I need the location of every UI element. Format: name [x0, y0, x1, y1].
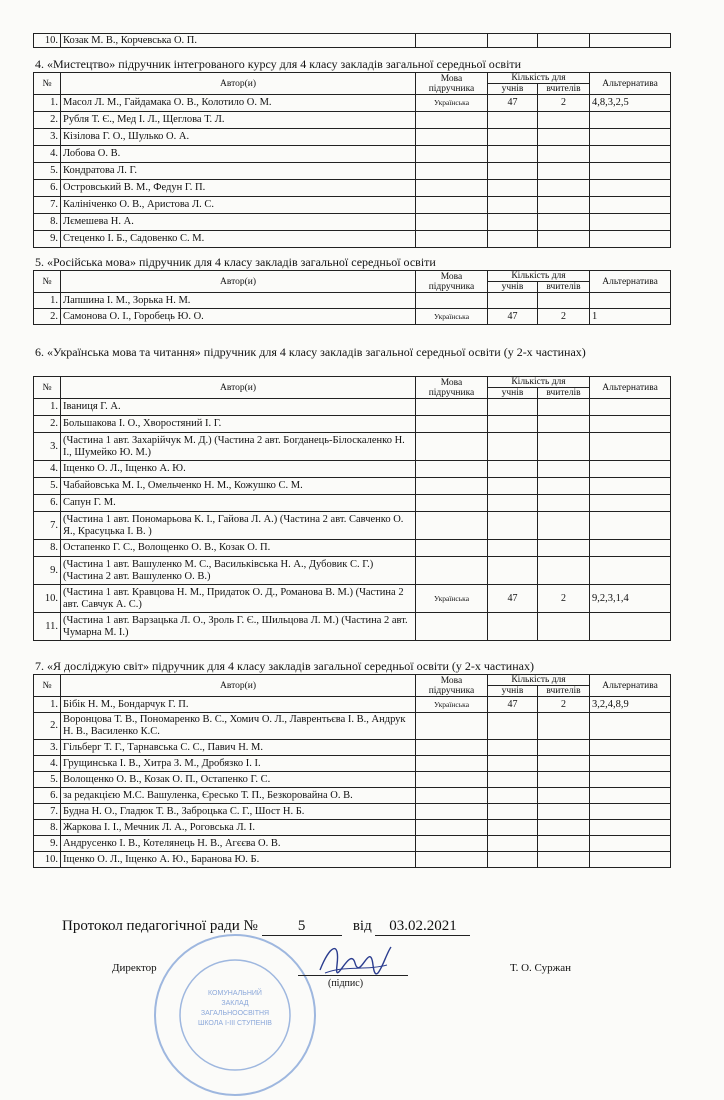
row-author: Лємешева Н. А.: [61, 214, 416, 231]
row-pupils: [488, 788, 538, 804]
row-author: Волощенко О. В., Козак О. П., Остапенко Г. С.: [61, 772, 416, 788]
table-row: [34, 163, 671, 180]
row-pupils: [488, 557, 538, 585]
row-alternative: [590, 852, 671, 868]
row-teachers: [538, 772, 590, 788]
row-author: Бібік Н. М., Бондарчук Г. П.: [61, 697, 416, 713]
row-num: 3.: [34, 740, 61, 756]
row-pupils: [488, 852, 538, 868]
table-row: [34, 495, 671, 512]
row-pupils: [488, 163, 538, 180]
row-language: [416, 495, 488, 512]
table-row: [34, 772, 671, 788]
row-alternative: [590, 163, 671, 180]
table-row: [34, 540, 671, 557]
row-pupils: [488, 613, 538, 641]
table-remnant: [33, 33, 671, 48]
row-language: [416, 399, 488, 416]
row-num: 1.: [34, 697, 61, 713]
row-language: [416, 197, 488, 214]
table-header-row: [34, 271, 671, 282]
row-author: Грущинська І. В., Хитра З. М., Дробязко І. І.: [61, 756, 416, 772]
row-teachers: [538, 293, 590, 309]
col-pupils-header: учнів: [488, 686, 538, 697]
row-num: 3.: [34, 433, 61, 461]
row-author: Большакова І. О., Хворостяний І. Г.: [61, 416, 416, 433]
row-language: [416, 146, 488, 163]
row-teachers: 2: [538, 585, 590, 613]
row-language: [416, 852, 488, 868]
row-author: Лапшина І. М., Зорька Н. М.: [61, 293, 416, 309]
row-language: [416, 772, 488, 788]
col-alt-header: Альтернатива: [590, 377, 671, 399]
row-author: Андрусенко І. В., Котелянець Н. В., Агєєва О. В.: [61, 836, 416, 852]
row-alternative: [590, 756, 671, 772]
section-7-table: [33, 674, 671, 868]
row-teachers: [538, 180, 590, 197]
row-teachers: [538, 740, 590, 756]
row-num: 5.: [34, 772, 61, 788]
row-language: [416, 231, 488, 248]
table-row: [34, 697, 671, 713]
row-teachers: [538, 495, 590, 512]
row-teachers: [538, 836, 590, 852]
col-qty-header: Кількість для: [488, 377, 590, 388]
row-num: 8.: [34, 820, 61, 836]
row-pupils: 47: [488, 309, 538, 325]
row-language: Українська: [416, 585, 488, 613]
col-pupils-header: учнів: [488, 388, 538, 399]
row-pupils: [488, 820, 538, 836]
row-language: [416, 461, 488, 478]
row-author: Жаркова І. І., Мечник Л. А., Роговська Л. І.: [61, 820, 416, 836]
row-teachers: [538, 214, 590, 231]
section-7-title: 7. «Я досліджую світ» підручник для 4 класу закладів загальної середньої освіти (у 2-х частинах): [35, 659, 534, 673]
row-pupils: [488, 836, 538, 852]
section-5-table: [33, 270, 671, 325]
table-row: [34, 478, 671, 495]
row-num: 8.: [34, 214, 61, 231]
protocol-number: 5: [262, 918, 342, 936]
table-row: [34, 309, 671, 325]
table-row: [34, 34, 671, 48]
director-name: Т. О. Суржан: [510, 962, 571, 974]
row-pupils: [488, 214, 538, 231]
col-author-header: Автор(и): [61, 271, 416, 293]
row-language: [416, 788, 488, 804]
row-teachers: [538, 756, 590, 772]
col-pupils-header: учнів: [488, 282, 538, 293]
col-num-header: №: [34, 73, 61, 95]
row-author: Іщенко О. Л., Іщенко А. Ю.: [61, 461, 416, 478]
table-row: [34, 820, 671, 836]
col-num-header: №: [34, 271, 61, 293]
row-alternative: [590, 740, 671, 756]
table-row: [34, 740, 671, 756]
row-alternative: 1: [590, 309, 671, 325]
table-row: [34, 461, 671, 478]
section-4-table: [33, 72, 671, 248]
row-num: 6.: [34, 788, 61, 804]
row-pupils: [488, 512, 538, 540]
row-author: Лобова О. В.: [61, 146, 416, 163]
row-author: Будна Н. О., Гладюк Т. В., Заброцька С. Г., Шост Н. Б.: [61, 804, 416, 820]
row-num: 10.: [34, 34, 61, 48]
col-num-header: №: [34, 377, 61, 399]
row-language: [416, 836, 488, 852]
row-teachers: [538, 713, 590, 740]
row-teachers: [538, 512, 590, 540]
row-alternative: [590, 180, 671, 197]
row-author: (Частина 1 авт. Пономарьова К. І., Гайова Л. А.) (Частина 2 авт. Савченко О. Я., Красуцька І. В. ): [61, 512, 416, 540]
row-teachers: [538, 557, 590, 585]
svg-text:КОМУНАЛЬНИЙ: КОМУНАЛЬНИЙ: [208, 990, 262, 997]
row-num: 2.: [34, 416, 61, 433]
table-row: [34, 293, 671, 309]
table-row: [34, 129, 671, 146]
row-alternative: [590, 540, 671, 557]
row-author: Воронцова Т. В., Пономаренко В. С., Хомич О. Л., Лаврентьєва І. В., Андрук Н. В., Василенко К.С.: [61, 713, 416, 740]
row-language: Українська: [416, 697, 488, 713]
row-teachers: [538, 399, 590, 416]
row-num: 9.: [34, 836, 61, 852]
col-qty-header: Кількість для: [488, 675, 590, 686]
table-header-row: [34, 377, 671, 388]
row-pupils: [488, 756, 538, 772]
col-teachers-header: вчителів: [538, 84, 590, 95]
row-pupils: [488, 772, 538, 788]
row-alternative: [590, 399, 671, 416]
row-language: [416, 512, 488, 540]
row-author: Самонова О. І., Горобець Ю. О.: [61, 309, 416, 325]
row-alternative: [590, 461, 671, 478]
row-alternative: [590, 557, 671, 585]
row-num: 3.: [34, 129, 61, 146]
row-pupils: [488, 804, 538, 820]
row-alternative: [590, 495, 671, 512]
table-row: [34, 804, 671, 820]
row-num: 5.: [34, 163, 61, 180]
row-language: [416, 129, 488, 146]
row-teachers: [538, 416, 590, 433]
table-row: [34, 231, 671, 248]
table-row: [34, 180, 671, 197]
row-language: [416, 112, 488, 129]
col-qty-header: Кількість для: [488, 73, 590, 84]
table-row: [34, 197, 671, 214]
row-author: Рубля Т. Є., Мед І. Л., Щеглова Т. Л.: [61, 112, 416, 129]
protocol-from: від: [352, 918, 372, 934]
row-pupils: [488, 540, 538, 557]
col-teachers-header: вчителів: [538, 686, 590, 697]
row-alternative: 4,8,3,2,5: [590, 95, 671, 112]
row-teachers: [538, 146, 590, 163]
row-author: за редакцією М.С. Вашуленка, Єресько Т. П., Безкоровайна О. В.: [61, 788, 416, 804]
row-language: [416, 214, 488, 231]
svg-text:ШКОЛА І-ІІІ СТУПЕНІВ: ШКОЛА І-ІІІ СТУПЕНІВ: [198, 1020, 272, 1027]
signature-caption: (підпис): [328, 978, 364, 989]
table-row: [34, 214, 671, 231]
row-language: [416, 557, 488, 585]
row-alternative: [590, 433, 671, 461]
row-alternative: [590, 197, 671, 214]
row-pupils: [488, 399, 538, 416]
row-num: 9.: [34, 231, 61, 248]
row-pupils: 47: [488, 585, 538, 613]
row-teachers: [538, 129, 590, 146]
row-pupils: [488, 112, 538, 129]
row-language: [416, 293, 488, 309]
row-pupils: [488, 129, 538, 146]
row-teachers: [538, 231, 590, 248]
table-row: [34, 112, 671, 129]
col-author-header: Автор(и): [61, 675, 416, 697]
row-language: [416, 804, 488, 820]
row-language: [416, 540, 488, 557]
col-lang-header: Мова підручника: [416, 271, 488, 293]
row-pupils: [488, 231, 538, 248]
col-lang-header: Мова підручника: [416, 675, 488, 697]
section-6-title: 6. «Українська мова та читання» підручник для 4 класу закладів загальної середньої освіти (у 2-х частинах): [35, 345, 586, 359]
row-language: [416, 713, 488, 740]
row-language: [416, 740, 488, 756]
col-qty-header: Кількість для: [488, 271, 590, 282]
row-alternative: [590, 804, 671, 820]
table-row: [34, 95, 671, 112]
col-lang-header: Мова підручника: [416, 73, 488, 95]
row-num: 4.: [34, 146, 61, 163]
table-row: [34, 713, 671, 740]
row-pupils: 47: [488, 697, 538, 713]
row-teachers: 2: [538, 95, 590, 112]
section-4-title: 4. «Мистецтво» підручник інтегрованого курсу для 4 класу закладів загальної середньої освіти: [35, 57, 522, 71]
row-pupils: [488, 146, 538, 163]
row-alternative: [590, 613, 671, 641]
row-teachers: 2: [538, 697, 590, 713]
row-language: [416, 820, 488, 836]
section-6-table: [33, 376, 671, 641]
row-language: [416, 478, 488, 495]
row-teachers: [538, 540, 590, 557]
row-author: Іваниця Г. А.: [61, 399, 416, 416]
row-author: Чабайовська М. І., Омельченко Н. М., Кожушко С. М.: [61, 478, 416, 495]
row-num: 6.: [34, 180, 61, 197]
row-language: [416, 163, 488, 180]
row-teachers: [538, 613, 590, 641]
row-author: Калініченко О. В., Аристова Л. С.: [61, 197, 416, 214]
row-teachers: [538, 461, 590, 478]
table-row: [34, 585, 671, 613]
row-teachers: [538, 112, 590, 129]
row-teachers: [538, 788, 590, 804]
school-stamp: [150, 930, 320, 1100]
row-author: (Частина 1 авт. Захарійчук М. Д.) (Частина 2 авт. Богданець-Білоскаленко Н. І., Шумейко Ю. М.): [61, 433, 416, 461]
row-language: [416, 433, 488, 461]
row-author: (Частина 1 авт. Вашуленко М. С., Васильківська Н. А., Дубовик С. Г.) (Частина 2 авт. Вашуленко О. В.): [61, 557, 416, 585]
row-num: 5.: [34, 478, 61, 495]
col-lang-header: Мова підручника: [416, 377, 488, 399]
row-pupils: [488, 416, 538, 433]
row-author: Масол Л. М., Гайдамака О. В., Колотило О. М.: [61, 95, 416, 112]
row-num: 6.: [34, 495, 61, 512]
table-row: [34, 433, 671, 461]
col-author-header: Автор(и): [61, 377, 416, 399]
row-pupils: [488, 495, 538, 512]
row-num: 10.: [34, 852, 61, 868]
row-alternative: [590, 820, 671, 836]
col-alt-header: Альтернатива: [590, 675, 671, 697]
row-pupils: 47: [488, 95, 538, 112]
col-pupils-header: учнів: [488, 84, 538, 95]
row-num: 2.: [34, 713, 61, 740]
row-author: (Частина 1 авт. Варзацька Л. О., Зроль Г. Є., Шильцова Л. М.) (Частина 2 авт. Чумарна М. І.): [61, 613, 416, 641]
row-language: [416, 180, 488, 197]
row-author: Стеценко І. Б., Садовенко С. М.: [61, 231, 416, 248]
row-pupils: [488, 293, 538, 309]
row-pupils: [488, 713, 538, 740]
row-author: Кізілова Г. О., Шулько О. А.: [61, 129, 416, 146]
row-author: Гільберг Т. Г., Тарнавська С. С., Павич Н. М.: [61, 740, 416, 756]
table-row: [34, 788, 671, 804]
table-row: [34, 146, 671, 163]
row-alternative: [590, 416, 671, 433]
row-alternative: [590, 293, 671, 309]
row-author: Іщенко О. Л., Іщенко А. Ю., Баранова Ю. Б.: [61, 852, 416, 868]
table-row: [34, 852, 671, 868]
table-row: [34, 756, 671, 772]
row-num: 7.: [34, 197, 61, 214]
row-num: 1.: [34, 95, 61, 112]
table-row: [34, 613, 671, 641]
row-teachers: [538, 197, 590, 214]
row-pupils: [488, 433, 538, 461]
table-row: [34, 836, 671, 852]
table-row: [34, 557, 671, 585]
row-num: 1.: [34, 293, 61, 309]
col-teachers-header: вчителів: [538, 282, 590, 293]
row-alternative: [590, 214, 671, 231]
row-num: 2.: [34, 309, 61, 325]
table-row: [34, 399, 671, 416]
row-teachers: [538, 433, 590, 461]
row-num: 8.: [34, 540, 61, 557]
row-alternative: 3,2,4,8,9: [590, 697, 671, 713]
row-teachers: [538, 804, 590, 820]
row-alternative: [590, 231, 671, 248]
row-language: Українська: [416, 95, 488, 112]
row-author: (Частина 1 авт. Кравцова Н. М., Придаток О. Д., Романова В. М.) (Частина 2 авт. Савчук А. С.): [61, 585, 416, 613]
row-pupils: [488, 197, 538, 214]
row-alternative: [590, 146, 671, 163]
svg-text:ЗАГАЛЬНООСВІТНЯ: ЗАГАЛЬНООСВІТНЯ: [200, 1010, 270, 1017]
row-author: Кондратова Л. Г.: [61, 163, 416, 180]
row-alternative: [590, 772, 671, 788]
row-alternative: [590, 129, 671, 146]
row-num: 7.: [34, 804, 61, 820]
row-teachers: [538, 163, 590, 180]
section-5-title: 5. «Російська мова» підручник для 4 класу закладів загальної середньої освіти: [35, 255, 436, 269]
row-num: 4.: [34, 756, 61, 772]
row-alternative: [590, 478, 671, 495]
row-alternative: [590, 112, 671, 129]
row-teachers: [538, 852, 590, 868]
row-language: [416, 756, 488, 772]
row-teachers: 2: [538, 309, 590, 325]
col-alt-header: Альтернатива: [590, 271, 671, 293]
row-pupils: [488, 740, 538, 756]
row-num: 11.: [34, 613, 61, 641]
row-language: Українська: [416, 309, 488, 325]
row-alternative: [590, 713, 671, 740]
row-num: 9.: [34, 557, 61, 585]
row-alternative: [590, 512, 671, 540]
row-pupils: [488, 478, 538, 495]
row-author: Сапун Г. М.: [61, 495, 416, 512]
svg-text:ЗАКЛАД: ЗАКЛАД: [221, 1000, 249, 1007]
row-language: [416, 613, 488, 641]
director-label: Директор: [112, 962, 157, 974]
table-header-row: [34, 73, 671, 84]
row-teachers: [538, 820, 590, 836]
row-author: Остапенко Г. С., Волощенко О. В., Козак О. П.: [61, 540, 416, 557]
row-author: Козак М. В., Корчевська О. П.: [61, 34, 416, 48]
row-alternative: [590, 836, 671, 852]
row-num: 2.: [34, 112, 61, 129]
col-teachers-header: вчителів: [538, 388, 590, 399]
protocol-date: 03.02.2021: [375, 918, 470, 936]
row-num: 1.: [34, 399, 61, 416]
row-language: [416, 416, 488, 433]
row-pupils: [488, 461, 538, 478]
row-alternative: [590, 788, 671, 804]
row-num: 4.: [34, 461, 61, 478]
row-num: 10.: [34, 585, 61, 613]
table-row: [34, 512, 671, 540]
col-alt-header: Альтернатива: [590, 73, 671, 95]
row-num: 7.: [34, 512, 61, 540]
protocol-label: Протокол педагогічної ради №: [62, 918, 258, 934]
table-row: [34, 416, 671, 433]
row-pupils: [488, 180, 538, 197]
row-teachers: [538, 478, 590, 495]
row-author: Островський В. М., Федун Г. П.: [61, 180, 416, 197]
col-num-header: №: [34, 675, 61, 697]
col-author-header: Автор(и): [61, 73, 416, 95]
table-header-row: [34, 675, 671, 686]
row-alternative: 9,2,3,1,4: [590, 585, 671, 613]
